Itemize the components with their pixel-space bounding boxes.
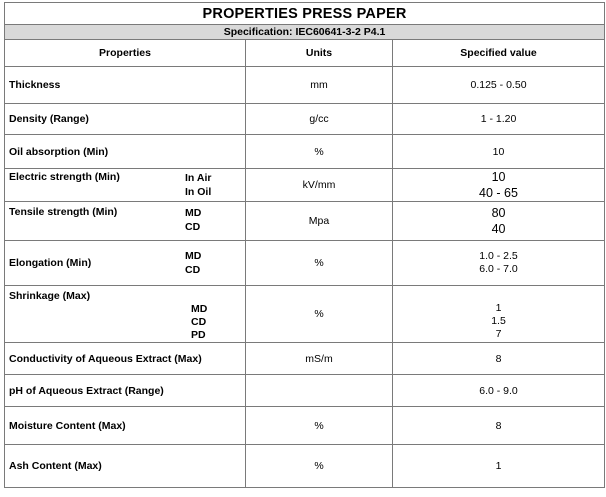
property-unit: % — [246, 286, 393, 343]
property-name: Thickness — [5, 67, 246, 104]
property-value-cell — [393, 169, 605, 202]
property-value-cell — [393, 241, 605, 286]
property-unit: % — [246, 445, 393, 488]
property-value: 10 — [393, 135, 605, 169]
table-row — [5, 135, 605, 169]
property-value: 1 — [495, 302, 502, 314]
table-row — [5, 67, 605, 104]
direction-label: MD — [185, 207, 202, 219]
property-value: 1 - 1.20 — [393, 104, 605, 135]
properties-table — [4, 2, 605, 488]
header-row — [5, 40, 605, 67]
property-value: 0.125 - 0.50 — [393, 67, 605, 104]
property-unit: mm — [246, 67, 393, 104]
property-name: Tensile strength (Min) — [9, 206, 118, 218]
direction-label: MD — [191, 303, 208, 315]
property-value: 1.0 - 2.5 — [479, 250, 518, 262]
property-unit: mS/m — [246, 343, 393, 375]
property-cell — [5, 202, 246, 241]
property-cell — [5, 286, 246, 343]
direction-label: CD — [185, 221, 201, 233]
property-name: Ash Content (Max) — [5, 445, 246, 488]
property-name: Electric strength (Min) — [9, 171, 120, 183]
table-row — [5, 241, 605, 286]
property-value: 7 — [495, 328, 502, 340]
table-row — [5, 286, 605, 343]
page-title: PROPERTIES PRESS PAPER — [5, 3, 605, 25]
table-row — [5, 202, 605, 241]
property-unit: % — [246, 407, 393, 445]
property-value: 6.0 - 9.0 — [393, 375, 605, 407]
table-row — [5, 343, 605, 375]
property-unit: % — [246, 241, 393, 286]
header-units: Units — [246, 40, 393, 67]
property-unit: kV/mm — [246, 169, 393, 202]
table-row — [5, 375, 605, 407]
property-value: 1 — [393, 445, 605, 488]
condition-label: In Oil — [185, 186, 212, 198]
table-row — [5, 445, 605, 488]
property-value: 1.5 — [491, 315, 506, 327]
property-unit — [246, 375, 393, 407]
property-value: 8 — [393, 407, 605, 445]
property-value: 10 — [491, 170, 506, 184]
property-unit: Mpa — [246, 202, 393, 241]
table-row — [5, 104, 605, 135]
property-value: 80 — [491, 206, 506, 220]
direction-label: PD — [191, 329, 206, 341]
specification-row — [5, 25, 605, 40]
property-value: 8 — [393, 343, 605, 375]
direction-label: CD — [191, 316, 207, 328]
property-name: Shrinkage (Max) — [9, 290, 91, 302]
property-cell — [5, 169, 246, 202]
direction-label: MD — [185, 250, 202, 262]
direction-label: CD — [185, 264, 201, 276]
property-value-cell — [393, 202, 605, 241]
property-name: Conductivity of Aqueous Extract (Max) — [5, 343, 246, 375]
property-unit: % — [246, 135, 393, 169]
table-row — [5, 169, 605, 202]
property-value: 40 - 65 — [479, 186, 518, 200]
title-row — [5, 3, 605, 25]
property-value: 6.0 - 7.0 — [479, 263, 518, 275]
property-name: Oil absorption (Min) — [5, 135, 246, 169]
property-unit: g/cc — [246, 104, 393, 135]
table-row — [5, 407, 605, 445]
property-name: Density (Range) — [5, 104, 246, 135]
specification-label: Specification: IEC60641-3-2 P4.1 — [5, 25, 605, 40]
condition-label: In Air — [185, 172, 212, 184]
property-cell — [5, 241, 246, 286]
header-specified-value: Specified value — [393, 40, 605, 67]
property-value: 40 — [491, 222, 506, 236]
properties-sheet — [4, 2, 604, 488]
property-value-cell — [393, 286, 605, 343]
property-name: Elongation (Min) — [9, 257, 92, 269]
header-properties: Properties — [5, 40, 246, 67]
property-name: Moisture Content (Max) — [5, 407, 246, 445]
property-name: pH of Aqueous Extract (Range) — [5, 375, 246, 407]
